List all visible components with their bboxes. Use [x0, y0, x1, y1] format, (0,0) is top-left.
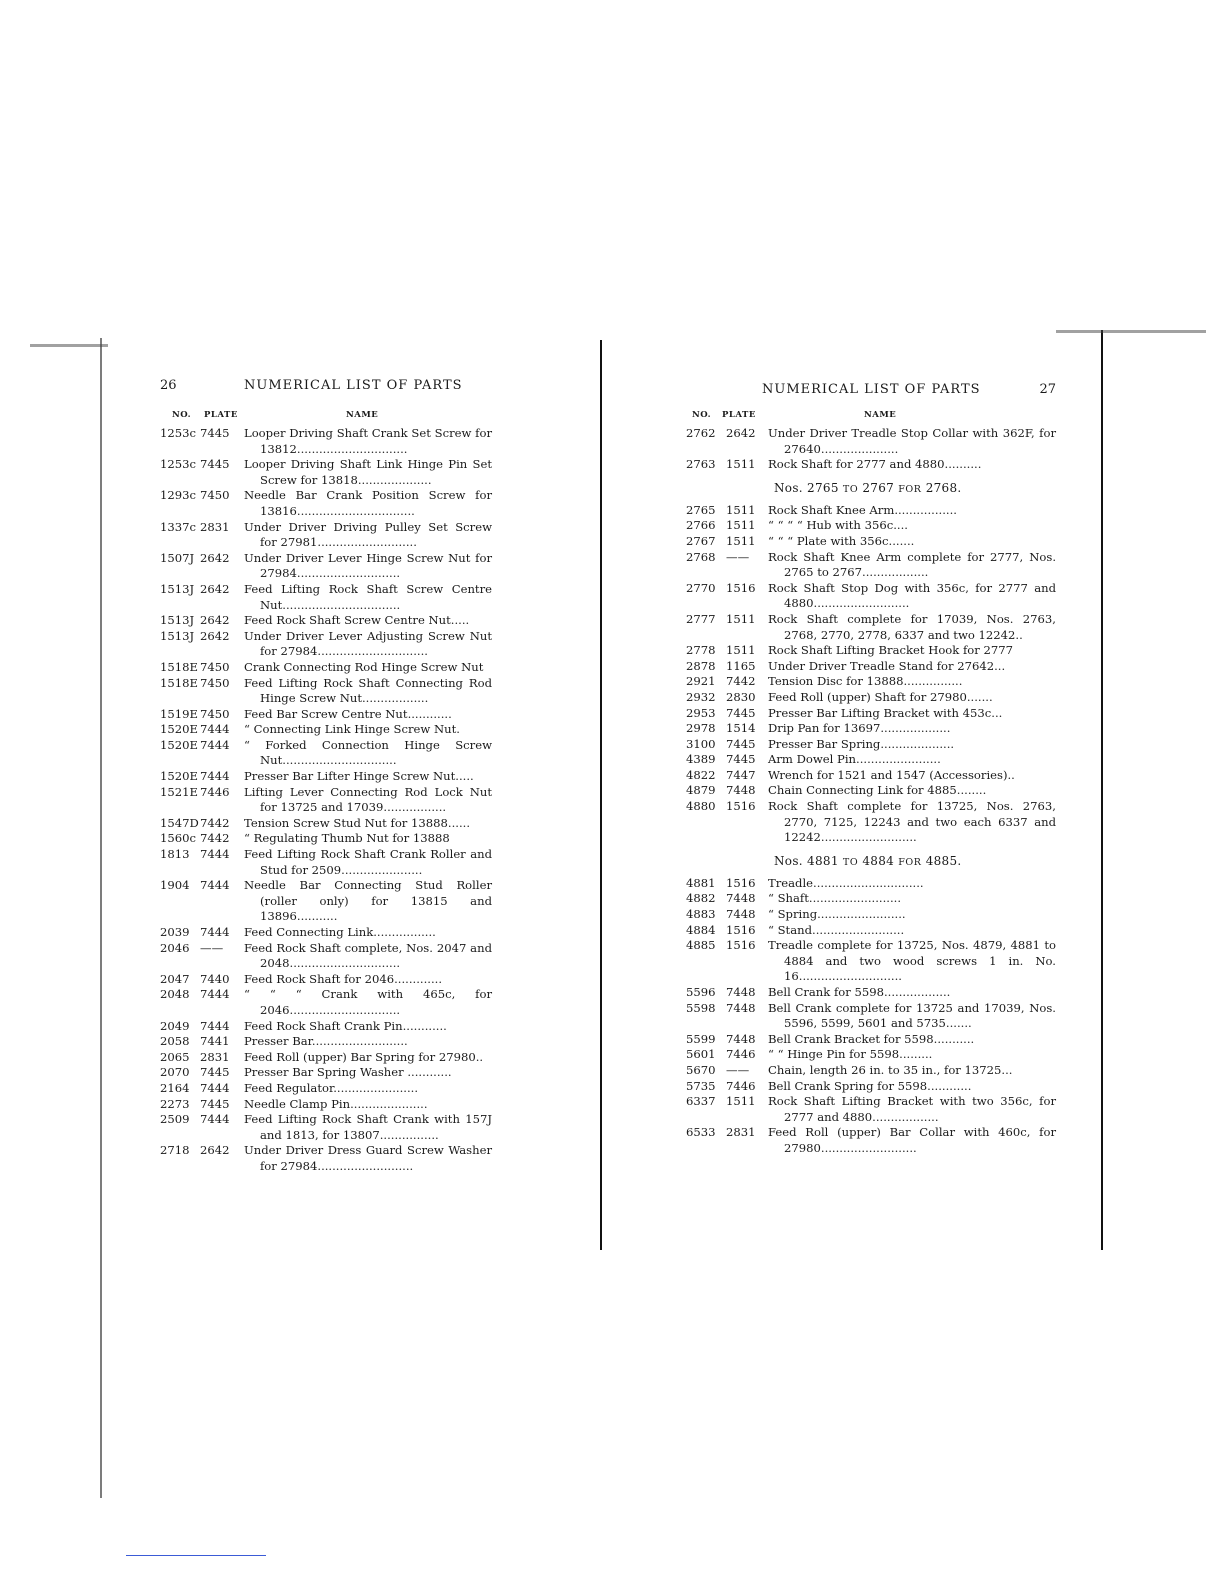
- part-name: Needle Bar Connecting Stud Roller (roller only) for 13815 and 13896...........: [244, 878, 492, 924]
- part-number: 3100: [686, 736, 716, 751]
- section-suffix: 2768.: [925, 480, 962, 495]
- part-name: Feed Roll (upper) Shaft for 27980.......: [768, 689, 993, 704]
- part-name: “ Shaft.........................: [768, 891, 902, 906]
- part-number: 1507J: [160, 550, 195, 565]
- part-name: Under Driver Dress Guard Screw Washer for 27984..........................: [244, 1143, 492, 1173]
- part-number: 5599: [686, 1031, 716, 1046]
- part-name: Feed Bar Screw Centre Nut............: [244, 706, 452, 721]
- part-name: Needle Bar Crank Position Screw for 13816................................: [244, 488, 492, 518]
- table-row: [686, 985, 1056, 1001]
- part-number: 4881: [686, 875, 716, 890]
- table-row: [160, 925, 492, 941]
- part-number: 5670: [686, 1062, 716, 1077]
- plate-number: 7446: [726, 1047, 756, 1062]
- plate-number: 1511: [726, 502, 756, 517]
- plate-number: 7448: [726, 985, 756, 999]
- part-number: 2509: [160, 1112, 190, 1127]
- part-name: Looper Driving Shaft Link Hinge Pin Set Screw for 13818....................: [244, 457, 492, 487]
- parts-list-left: [160, 426, 492, 1175]
- center-fold-line: [600, 340, 602, 1250]
- part-name: Feed Lifting Rock Shaft Connecting Rod Hinge Screw Nut..................: [244, 675, 492, 706]
- plate-number: 1516: [726, 580, 756, 595]
- part-number: 1513J: [160, 581, 195, 596]
- section-prefix: Nos. 4881: [774, 853, 839, 868]
- part-number: 2932: [686, 689, 716, 704]
- table-row: [686, 581, 1056, 612]
- part-name: Presser Bar Lifting Bracket with 453c...: [768, 705, 1003, 720]
- part-number: 4880: [686, 799, 716, 814]
- part-number: 1513J: [160, 613, 195, 628]
- page-title: NUMERICAL LIST OF PARTS: [762, 382, 981, 397]
- part-name: Under Driver Treadle Stop Collar with 362F, for 27640.....................: [768, 426, 1056, 456]
- part-number: 1518E: [160, 659, 198, 674]
- part-name: Bell Crank Spring for 5598............: [768, 1078, 972, 1093]
- part-number: 1519E: [160, 706, 198, 721]
- plate-number: 7444: [200, 1112, 230, 1127]
- plate-number: ——: [726, 1062, 750, 1077]
- footer-link-line: [126, 1555, 266, 1556]
- part-name: Rock Shaft Knee Arm complete for 2777, Nos. 2765 to 2767..................: [768, 549, 1056, 580]
- part-number: 1518E: [160, 675, 198, 690]
- plate-number: 7448: [726, 891, 756, 906]
- table-row: [160, 1143, 492, 1174]
- table-row: [686, 783, 1056, 799]
- part-name: Feed Rock Shaft for 2046.............: [244, 971, 443, 986]
- parts-list-right-b: [686, 503, 1056, 846]
- part-name: Feed Lifting Rock Shaft Screw Centre Nut................................: [244, 581, 492, 612]
- part-name: Under Driver Lever Hinge Screw Nut for 27984............................: [244, 550, 492, 581]
- col-name: NAME: [864, 410, 897, 420]
- part-number: 4879: [686, 783, 716, 798]
- top-right-smudge: [1056, 330, 1206, 333]
- part-name: Bell Crank for 5598..................: [768, 985, 951, 999]
- plate-number: 1511: [726, 457, 756, 472]
- table-row: [686, 907, 1056, 923]
- part-number: 1520E: [160, 737, 198, 752]
- section-mid: 4884: [862, 853, 895, 868]
- plate-number: 7444: [200, 987, 230, 1002]
- part-name: Rock Shaft Lifting Bracket Hook for 2777: [768, 643, 1013, 658]
- part-number: 4884: [686, 922, 716, 937]
- part-name: Rock Shaft complete for 13725, Nos. 2763, 2770, 7125, 12243 and two each 6337 and 12242..........................: [768, 799, 1056, 845]
- plate-number: 1511: [726, 643, 756, 658]
- table-row: [160, 488, 492, 519]
- plate-number: 1165: [726, 658, 756, 673]
- table-row: [686, 938, 1056, 985]
- table-row: [160, 457, 492, 488]
- plate-number: 1511: [726, 533, 756, 548]
- plate-number: 7441: [200, 1034, 230, 1049]
- part-number: 2039: [160, 925, 190, 939]
- part-name: Rock Shaft complete for 17039, Nos. 2763, 2768, 2770, 2778, 6337 and two 12242..: [768, 611, 1056, 642]
- part-number: 2070: [160, 1065, 190, 1080]
- plate-number: 2642: [200, 550, 230, 565]
- left-page: [160, 378, 492, 1175]
- part-number: 2047: [160, 971, 190, 986]
- part-name: Feed Connecting Link.................: [244, 925, 436, 939]
- table-row: [160, 551, 492, 582]
- plate-number: 7444: [200, 1080, 230, 1095]
- part-number: 1520E: [160, 769, 198, 784]
- part-number: 2767: [686, 533, 716, 548]
- part-number: 4885: [686, 938, 716, 953]
- part-name: “ Forked Connection Hinge Screw Nut...............................: [244, 737, 492, 768]
- table-row: [160, 707, 492, 723]
- plate-number: 2642: [200, 581, 230, 596]
- part-number: 5598: [686, 1000, 716, 1015]
- plate-number: 1511: [726, 518, 756, 533]
- part-name: Feed Regulator.......................: [244, 1080, 419, 1095]
- part-name: Tension Disc for 13888................: [768, 674, 963, 689]
- part-name: Feed Roll (upper) Bar Spring for 27980..: [244, 1049, 484, 1064]
- part-name: Treadle..............................: [768, 875, 924, 890]
- plate-number: 2831: [200, 1049, 230, 1064]
- part-name: “ “ Hinge Pin for 5598.........: [768, 1047, 933, 1062]
- table-row: [686, 721, 1056, 737]
- table-row: [160, 722, 492, 738]
- table-row: [686, 1032, 1056, 1048]
- part-number: 1513J: [160, 628, 195, 643]
- col-name: NAME: [346, 410, 379, 420]
- part-name: Feed Rock Shaft Crank Pin............: [244, 1018, 447, 1033]
- part-number: 1547D: [160, 815, 199, 830]
- plate-number: 7445: [200, 1065, 230, 1080]
- plate-number: 7440: [200, 971, 230, 986]
- part-name: Looper Driving Shaft Crank Set Screw for 13812..............................: [244, 426, 492, 456]
- plate-number: 1511: [726, 611, 756, 626]
- part-number: 2770: [686, 580, 716, 595]
- plate-number: 7442: [726, 674, 756, 689]
- section-for: FOR: [898, 856, 922, 868]
- table-row: [686, 503, 1056, 519]
- parts-list-right-a: [686, 426, 1056, 473]
- part-name: “ “ “ “ Hub with 356c....: [768, 518, 908, 533]
- plate-number: 7448: [726, 1000, 756, 1015]
- part-number: 2049: [160, 1018, 190, 1033]
- part-name: “ Stand.........................: [768, 922, 905, 937]
- part-number: 2763: [686, 457, 716, 472]
- table-row: [686, 690, 1056, 706]
- table-row: [686, 768, 1056, 784]
- plate-number: 7446: [726, 1078, 756, 1093]
- plate-number: 2831: [200, 519, 230, 534]
- table-row: [686, 1063, 1056, 1079]
- parts-list-right-c: [686, 876, 1056, 1157]
- plate-number: 2830: [726, 689, 756, 704]
- plate-number: 7444: [200, 737, 230, 752]
- table-row: [160, 941, 492, 972]
- part-name: Feed Roll (upper) Bar Collar with 460c, for 27980..........................: [768, 1125, 1056, 1155]
- plate-number: 7444: [200, 925, 230, 939]
- part-number: 2762: [686, 426, 716, 440]
- table-row: [686, 659, 1056, 675]
- table-row: [160, 1065, 492, 1081]
- part-name: Lifting Lever Connecting Rod Lock Nut for 13725 and 17039.................: [244, 784, 492, 815]
- table-row: [160, 1097, 492, 1113]
- table-row: [160, 1019, 492, 1035]
- section-mid: 2767: [862, 480, 895, 495]
- part-name: Under Driver Lever Adjusting Screw Nut for 27984..............................: [244, 628, 492, 659]
- plate-number: 7442: [200, 815, 230, 830]
- column-headers: [160, 410, 492, 426]
- table-row: [686, 643, 1056, 659]
- plate-number: 7445: [726, 752, 756, 767]
- part-number: 5735: [686, 1078, 716, 1093]
- part-number: 1293c: [160, 488, 196, 503]
- plate-number: 7445: [200, 426, 230, 440]
- plate-number: 7448: [726, 1031, 756, 1046]
- part-number: 6337: [686, 1094, 716, 1109]
- plate-number: 1516: [726, 799, 756, 814]
- part-name: Presser Bar Lifter Hinge Screw Nut.....: [244, 769, 474, 784]
- part-name: Under Driver Driving Pulley Set Screw for 27981...........................: [244, 519, 492, 550]
- table-row: [686, 1001, 1056, 1032]
- plate-number: 7444: [200, 878, 230, 893]
- part-number: 2273: [160, 1096, 190, 1111]
- plate-number: 7448: [726, 783, 756, 798]
- part-number: 2046: [160, 940, 190, 955]
- table-row: [160, 769, 492, 785]
- part-name: Feed Rock Shaft Screw Centre Nut.....: [244, 613, 470, 628]
- part-number: 2777: [686, 611, 716, 626]
- table-row: [160, 676, 492, 707]
- plate-number: 7447: [726, 767, 756, 782]
- table-row: [160, 738, 492, 769]
- part-name: Feed Rock Shaft complete, Nos. 2047 and 2048..............................: [244, 940, 492, 971]
- plate-number: 7444: [200, 722, 230, 737]
- part-name: “ Regulating Thumb Nut for 13888: [244, 831, 450, 846]
- table-row: [160, 520, 492, 551]
- page-number: 26: [160, 378, 177, 393]
- table-row: [686, 612, 1056, 643]
- part-name: Tension Screw Stud Nut for 13888......: [244, 815, 471, 830]
- plate-number: ——: [726, 549, 750, 564]
- plate-number: ——: [200, 940, 224, 955]
- table-row: [160, 1050, 492, 1066]
- plate-number: 7442: [200, 831, 230, 846]
- section-to: TO: [842, 856, 859, 868]
- part-number: 2766: [686, 518, 716, 533]
- table-row: [686, 457, 1056, 473]
- part-name: Bell Crank Bracket for 5598...........: [768, 1031, 975, 1046]
- part-number: 4882: [686, 891, 716, 906]
- plate-number: 7450: [200, 706, 230, 721]
- plate-number: 2642: [200, 1143, 230, 1158]
- part-name: Rock Shaft Stop Dog with 356c, for 2777 and 4880..........................: [768, 580, 1056, 611]
- part-name: Under Driver Treadle Stand for 27642...: [768, 658, 1006, 673]
- part-name: Feed Lifting Rock Shaft Crank with 157J and 1813, for 13807................: [244, 1112, 492, 1142]
- section-heading-2765: [774, 481, 1056, 495]
- table-row: [686, 1047, 1056, 1063]
- part-number: 4822: [686, 767, 716, 782]
- table-row: [160, 426, 492, 457]
- part-number: 2164: [160, 1080, 190, 1095]
- section-to: TO: [842, 483, 859, 495]
- table-row: [160, 816, 492, 832]
- part-number: 4883: [686, 907, 716, 922]
- part-number: 1904: [160, 878, 190, 893]
- page-number: 27: [1039, 382, 1056, 397]
- part-number: 2778: [686, 643, 716, 658]
- part-name: Presser Bar..........................: [244, 1034, 408, 1049]
- right-scan-edge: [1101, 330, 1103, 1250]
- right-page-header: [686, 378, 1056, 402]
- plate-number: 1516: [726, 875, 756, 890]
- plate-number: 1516: [726, 922, 756, 937]
- part-name: Treadle complete for 13725, Nos. 4879, 4881 to 4884 and two wood screws 1 in. No. 16............................: [768, 938, 1056, 984]
- table-row: [686, 876, 1056, 892]
- part-name: Rock Shaft Knee Arm.................: [768, 502, 957, 517]
- part-number: 2058: [160, 1034, 190, 1049]
- part-name: “ “ “ Crank with 465c, for 2046..............................: [244, 987, 492, 1017]
- part-name: Feed Lifting Rock Shaft Crank Roller and Stud for 2509......................: [244, 847, 492, 877]
- part-number: 2765: [686, 502, 716, 517]
- part-name: Bell Crank complete for 13725 and 17039, Nos. 5596, 5599, 5601 and 5735.......: [768, 1000, 1056, 1031]
- table-row: [160, 987, 492, 1018]
- part-name: Rock Shaft Lifting Bracket with two 356c, for 2777 and 4880..................: [768, 1094, 1056, 1124]
- table-row: [160, 660, 492, 676]
- part-number: 1253c: [160, 457, 196, 472]
- left-scan-edge: [100, 338, 102, 1498]
- plate-number: 7446: [200, 784, 230, 799]
- plate-number: 2642: [200, 628, 230, 643]
- table-row: [686, 737, 1056, 753]
- part-number: 2878: [686, 658, 716, 673]
- part-number: 1337c: [160, 519, 196, 534]
- part-name: Arm Dowel Pin.......................: [768, 752, 941, 767]
- part-number: 2921: [686, 674, 716, 689]
- table-row: [160, 582, 492, 613]
- part-number: 2048: [160, 987, 190, 1002]
- plate-number: 7444: [200, 769, 230, 784]
- section-prefix: Nos. 2765: [774, 480, 839, 495]
- plate-number: 7445: [200, 457, 230, 472]
- right-page: [686, 378, 1056, 1157]
- part-number: 6533: [686, 1125, 716, 1140]
- table-row: [160, 629, 492, 660]
- part-number: 2978: [686, 721, 716, 736]
- column-headers: [686, 410, 1056, 426]
- part-name: “ Connecting Link Hinge Screw Nut.: [244, 722, 460, 737]
- part-number: 1813: [160, 847, 190, 862]
- plate-number: 7445: [726, 736, 756, 751]
- part-number: 1521E: [160, 784, 198, 799]
- table-row: [160, 785, 492, 816]
- part-number: 2768: [686, 549, 716, 564]
- part-number: 2953: [686, 705, 716, 720]
- plate-number: 1516: [726, 938, 756, 953]
- table-row: [686, 923, 1056, 939]
- part-number: 5596: [686, 985, 716, 999]
- table-row: [160, 1034, 492, 1050]
- table-row: [160, 1112, 492, 1143]
- part-name: Presser Bar Spring Washer ............: [244, 1065, 452, 1080]
- table-row: [160, 1081, 492, 1097]
- part-number: 1520E: [160, 722, 198, 737]
- part-name: Crank Connecting Rod Hinge Screw Nut: [244, 659, 484, 674]
- part-number: 5601: [686, 1047, 716, 1062]
- col-plate: PLATE: [204, 410, 238, 420]
- table-row: [686, 426, 1056, 457]
- plate-number: 7448: [726, 907, 756, 922]
- col-no: NO.: [172, 410, 192, 420]
- top-left-smudge: [30, 344, 108, 347]
- part-number: 1560c: [160, 831, 196, 846]
- part-name: Chain Connecting Link for 4885........: [768, 783, 987, 798]
- plate-number: 1511: [726, 1094, 756, 1109]
- part-name: “ “ “ Plate with 356c.......: [768, 533, 915, 548]
- plate-number: 7445: [726, 705, 756, 720]
- table-row: [686, 1094, 1056, 1125]
- table-row: [686, 674, 1056, 690]
- table-row: [686, 752, 1056, 768]
- table-row: [686, 706, 1056, 722]
- plate-number: 2642: [200, 613, 230, 628]
- table-row: [160, 613, 492, 629]
- plate-number: 2642: [726, 426, 756, 440]
- page-title: NUMERICAL LIST OF PARTS: [244, 378, 463, 393]
- table-row: [686, 534, 1056, 550]
- section-suffix: 4885.: [925, 853, 962, 868]
- table-row: [686, 799, 1056, 846]
- plate-number: 7450: [200, 675, 230, 690]
- plate-number: 7445: [200, 1096, 230, 1111]
- plate-number: 1514: [726, 721, 756, 736]
- table-row: [160, 972, 492, 988]
- table-row: [686, 1079, 1056, 1095]
- table-row: [686, 1125, 1056, 1156]
- plate-number: 7444: [200, 1018, 230, 1033]
- part-name: Rock Shaft for 2777 and 4880..........: [768, 457, 982, 472]
- col-no: NO.: [692, 410, 712, 420]
- table-row: [686, 518, 1056, 534]
- plate-number: 7444: [200, 847, 230, 862]
- part-name: Presser Bar Spring....................: [768, 736, 955, 751]
- table-row: [160, 847, 492, 878]
- table-row: [160, 878, 492, 925]
- table-row: [686, 550, 1056, 581]
- section-for: FOR: [898, 483, 922, 495]
- col-plate: PLATE: [722, 410, 756, 420]
- plate-number: 7450: [200, 659, 230, 674]
- part-name: Wrench for 1521 and 1547 (Accessories)..: [768, 767, 1015, 782]
- plate-number: 7450: [200, 488, 230, 503]
- part-number: 2065: [160, 1049, 190, 1064]
- table-row: [160, 831, 492, 847]
- part-name: Needle Clamp Pin.....................: [244, 1096, 428, 1111]
- left-page-header: [160, 378, 492, 402]
- part-number: 2718: [160, 1143, 190, 1158]
- part-name: “ Spring........................: [768, 907, 906, 922]
- part-name: Drip Pan for 13697...................: [768, 721, 951, 736]
- plate-number: 2831: [726, 1125, 756, 1140]
- part-number: 1253c: [160, 426, 196, 440]
- table-row: [686, 891, 1056, 907]
- part-name: Chain, length 26 in. to 35 in., for 13725...: [768, 1062, 1013, 1077]
- part-number: 4389: [686, 752, 716, 767]
- section-heading-4881: [774, 854, 1056, 868]
